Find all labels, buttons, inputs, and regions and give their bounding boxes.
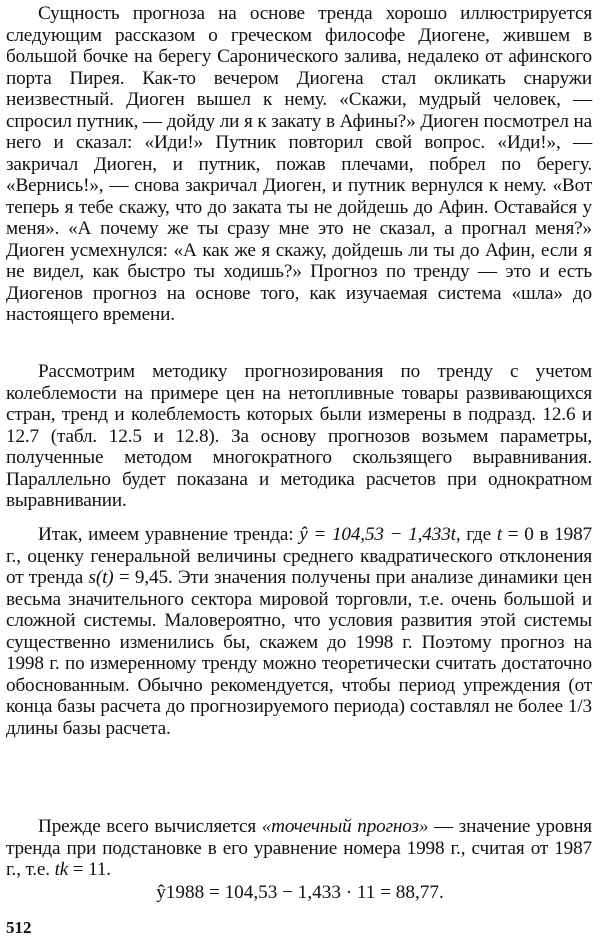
paragraph-trend-equation bbox=[6, 524, 592, 739]
point-forecast-formula: ŷ1988 = 104,53 − 1,433 · 11 = 88,77. bbox=[156, 882, 444, 903]
emphasis-point-forecast: «точечный прогноз» bbox=[261, 816, 429, 837]
paragraph-point-forecast bbox=[6, 816, 592, 881]
text-run: = 9,45. Эти значения получены при анализе динамики цен весьма значительного сектора мировой торговли, т.е. очень большой и сложной системы. Маловероятно, что условия развития этой системы существенно изменились бы, скажем до 1998 г. Поэтому прогноз на 1998 г. по измеренному тренду можно теоретически считать достаточно обоснованным. Обычно рекомендуется, чтобы период упреждения (от конца базы расчета до прогнозируемого периода) составлял не более 1/3 длины базы расчета. bbox=[6, 567, 592, 739]
text-run: — значение уровня тренда при подстановке в его уравнение номера 1998 г., считая от 1987 г., т.е. bbox=[6, 816, 592, 880]
variable-tk: tk bbox=[54, 859, 69, 880]
text-run: = 11. bbox=[68, 859, 111, 880]
variable-s-of-t: s(t) bbox=[88, 567, 114, 588]
paragraph-diogenes-story: Сущность прогноза на основе тренда хорошо иллюстрируется следующим рассказом о греческом философе Диогене, жившем в большой бочке на берегу Саронического залива, недалеко от афинского порта Пирея. Как-то вечером Диогена стал окликать снаружи неизвестный. Диоген вышел к нему. «Скажи, мудрый человек, — спросил путник, — дойду ли я к закату в Афины?» Диоген посмотрел на него и сказал: «Иди!» Путник повторил свой вопрос. «Иди!», — закричал Диоген, и путник, пожав плечами, побрел по берегу. «Вернись!», — снова закричал Диоген, и путник вернулся к нему. «Вот теперь я тебе скажу, что до заката ты не дойдешь до Афин. Оставайся у меня». «А почему же ты сразу мне это не сказал, а прогнал меня?» Диоген усмехнулся: «А как же я скажу, дойдешь ли ты до Афин, если я не видел, как быстро ты ходишь?» Прогноз по тренду — это и есть Диогенов прогноз на основе того, как изучаемая система «шла» до настоящего времени. bbox=[6, 3, 592, 325]
text-run: = 0 в 1987 г., оценку генеральной величины среднего квадратического отклонения от тренда bbox=[6, 524, 592, 588]
paragraph-forecast-method: Рассмотрим методику прогнозирования по тренду с учетом колеблемости на примере цен на нетопливные товары развивающихся стран, тренд и колеблемость которых были измерены в подразд. 12.6 и 12.7 (табл. 12.5 и 12.8). За основу прогнозов возьмем параметры, полученные методом многократного скользящего выравнивания. Параллельно будет показана и методика расчетов при однократном выравнивании. bbox=[6, 361, 592, 511]
text-run: , где bbox=[455, 524, 497, 545]
page-number: 512 bbox=[6, 918, 32, 937]
text-run: Итак, имеем уравнение тренда: bbox=[38, 524, 300, 545]
variable-t: t bbox=[496, 524, 502, 545]
text-run: Прежде всего вычисляется bbox=[38, 816, 262, 837]
trend-equation: ŷ = 104,53 − 1,433t bbox=[299, 524, 456, 545]
